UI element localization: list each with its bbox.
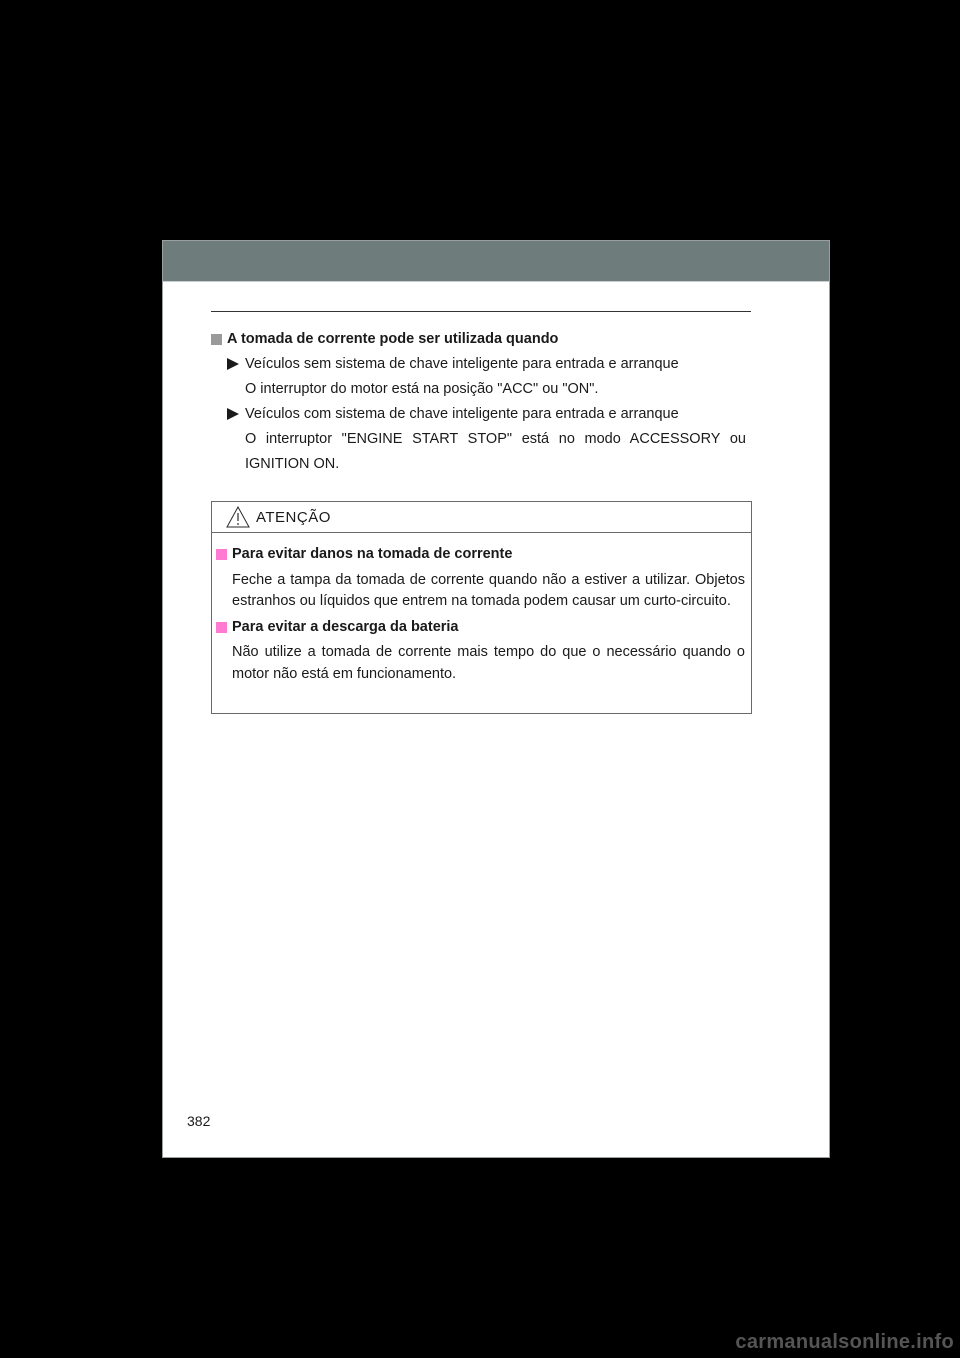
header-rule (211, 311, 751, 312)
caution-paragraph: Não utilize a tomada de corrente mais tempo do que o necessário quando o motor não está em funcionamento. (232, 644, 745, 682)
caution-box (211, 501, 752, 714)
triangle-bullet-icon (227, 408, 239, 420)
list-item (211, 402, 746, 427)
item-label: Veículos sem sistema de chave inteligente para entrada e arranque (245, 356, 679, 372)
header-band (163, 241, 829, 282)
warning-triangle-icon (226, 506, 250, 528)
pink-square-bullet-icon (216, 549, 227, 560)
section-title: A tomada de corrente pode ser utilizada quando (227, 331, 559, 347)
caution-heading (216, 617, 745, 639)
caution-paragraph: Feche a tampa da tomada de corrente quando não a estiver a utilizar. Objetos estranhos ou líquidos que entrem na tomada podem causar um curto-circuito. (232, 571, 745, 609)
caution-header (212, 502, 751, 533)
caution-heading-text: Para evitar a descarga da bateria (232, 618, 459, 635)
usage-section (211, 327, 746, 477)
watermark-link[interactable]: carmanualsonline.info (735, 1331, 954, 1353)
item-label: Veículos com sistema de chave inteligente para entrada e arranque (245, 406, 679, 422)
caution-title: ATENÇÃO (256, 508, 331, 526)
caution-heading (216, 544, 745, 566)
pink-square-bullet-icon (216, 622, 227, 633)
caution-body (212, 533, 751, 685)
item-text: O interruptor "ENGINE START STOP" está no modo ACCESSORY ou IGNITION ON. (245, 431, 746, 472)
square-bullet-icon (211, 334, 222, 345)
triangle-bullet-icon (227, 358, 239, 370)
list-item (211, 352, 746, 377)
caution-heading-text: Para evitar danos na tomada de corrente (232, 546, 513, 562)
item-text: O interruptor do motor está na posição "ACC" ou "ON". (245, 381, 599, 397)
section-heading (211, 327, 746, 352)
manual-page (162, 240, 830, 1158)
page-number: 382 (187, 1113, 211, 1129)
